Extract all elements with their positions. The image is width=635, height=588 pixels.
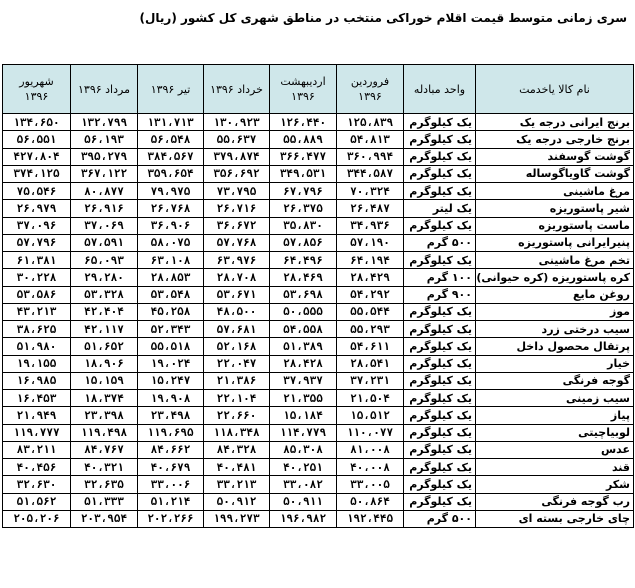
price-cell: ۸۴،۶۶۲ bbox=[138, 441, 204, 458]
price-cell: ۸۴،۳۲۸ bbox=[204, 441, 270, 458]
price-cell: ۱۵،۵۱۲ bbox=[337, 407, 404, 424]
unit-cell: یک کیلوگرم bbox=[404, 441, 476, 458]
price-cell: ۳۶،۹۰۶ bbox=[138, 217, 204, 234]
table-row bbox=[3, 234, 634, 251]
price-cell: ۲۱،۹۴۹ bbox=[3, 407, 71, 424]
price-cell: ۲۸،۴۶۹ bbox=[270, 269, 337, 286]
price-cell: ۱۱۹،۷۷۷ bbox=[3, 424, 71, 441]
price-cell: ۳۳،۰۸۲ bbox=[270, 476, 337, 493]
price-cell: ۲۰۲،۲۶۶ bbox=[138, 510, 204, 527]
price-cell: ۴۰،۲۵۱ bbox=[270, 459, 337, 476]
table-row bbox=[3, 424, 634, 441]
price-cell: ۵۵،۵۴۴ bbox=[337, 303, 404, 320]
price-cell: ۲۱،۵۰۴ bbox=[337, 390, 404, 407]
price-cell: ۵۷،۸۵۶ bbox=[270, 234, 337, 251]
price-cell: ۵۱،۲۱۴ bbox=[138, 493, 204, 510]
price-cell: ۱۹۹،۲۷۳ bbox=[204, 510, 270, 527]
price-cell: ۳۷،۹۳۷ bbox=[270, 372, 337, 389]
price-cell: ۳۵،۸۳۰ bbox=[270, 217, 337, 234]
unit-cell: یک لیتر bbox=[404, 200, 476, 217]
price-cell: ۱۱۸،۳۴۸ bbox=[204, 424, 270, 441]
item-name-cell: موز bbox=[476, 303, 634, 320]
price-cell: ۳۷۴،۱۲۵ bbox=[3, 165, 71, 182]
price-cell: ۵۴،۵۵۸ bbox=[270, 321, 337, 338]
price-cell: ۲۸،۴۲۸ bbox=[270, 355, 337, 372]
price-cell: ۳۹۵،۲۷۹ bbox=[71, 148, 138, 165]
table-row bbox=[3, 286, 634, 303]
price-cell: ۱۵،۱۵۹ bbox=[71, 372, 138, 389]
price-cell: ۴۲،۱۱۷ bbox=[71, 321, 138, 338]
price-cell: ۸۱،۰۰۸ bbox=[337, 441, 404, 458]
price-cell: ۵۵،۲۹۳ bbox=[337, 321, 404, 338]
price-cell: ۱۱۹،۴۹۸ bbox=[71, 424, 138, 441]
price-cell: ۳۳،۲۱۳ bbox=[204, 476, 270, 493]
price-cell: ۳۰،۲۲۸ bbox=[3, 269, 71, 286]
price-cell: ۵۵،۸۸۹ bbox=[270, 131, 337, 148]
unit-cell: یک کیلوگرم bbox=[404, 459, 476, 476]
price-cell: ۷۳،۷۹۵ bbox=[204, 183, 270, 200]
price-cell: ۱۹،۹۰۸ bbox=[138, 390, 204, 407]
price-cell: ۵۷،۵۹۱ bbox=[71, 234, 138, 251]
price-cell: ۱۹،۰۲۴ bbox=[138, 355, 204, 372]
price-cell: ۳۶۶،۴۷۷ bbox=[270, 148, 337, 165]
table-row bbox=[3, 338, 634, 355]
unit-cell: یک کیلوگرم bbox=[404, 114, 476, 131]
price-cell: ۳۷،۲۳۱ bbox=[337, 372, 404, 389]
price-cell: ۵۳،۶۷۱ bbox=[204, 286, 270, 303]
table-row bbox=[3, 114, 634, 131]
price-cell: ۵۲،۳۴۳ bbox=[138, 321, 204, 338]
price-cell: ۴۸،۵۰۰ bbox=[204, 303, 270, 320]
price-cell: ۳۷۹،۸۷۴ bbox=[204, 148, 270, 165]
price-cell: ۴۰،۴۵۶ bbox=[3, 459, 71, 476]
price-cell: ۸۰،۸۷۷ bbox=[71, 183, 138, 200]
price-cell: ۳۴۹،۵۳۱ bbox=[270, 165, 337, 182]
header-month: تیر ۱۳۹۶ bbox=[138, 65, 204, 114]
price-cell: ۳۲،۶۳۵ bbox=[71, 476, 138, 493]
price-cell: ۲۰۵،۲۰۶ bbox=[3, 510, 71, 527]
price-cell: ۳۶۰،۹۹۴ bbox=[337, 148, 404, 165]
price-cell: ۵۷،۱۹۰ bbox=[337, 234, 404, 251]
header-month: مرداد ۱۳۹۶ bbox=[71, 65, 138, 114]
table-row bbox=[3, 269, 634, 286]
item-name-cell: لوبیاچیتی bbox=[476, 424, 634, 441]
price-cell: ۳۶۷،۱۲۲ bbox=[71, 165, 138, 182]
table-row bbox=[3, 131, 634, 148]
item-name-cell: گوجه فرنگی bbox=[476, 372, 634, 389]
item-name-cell: کره پاستوریزه (کره حیوانی) bbox=[476, 269, 634, 286]
price-cell: ۲۲،۱۰۴ bbox=[204, 390, 270, 407]
price-cell: ۸۴،۷۶۷ bbox=[71, 441, 138, 458]
header-row bbox=[3, 65, 634, 114]
price-cell: ۷۹،۹۷۵ bbox=[138, 183, 204, 200]
price-cell: ۲۱،۳۸۶ bbox=[204, 372, 270, 389]
price-cell: ۵۵،۵۱۸ bbox=[138, 338, 204, 355]
price-cell: ۵۱،۵۶۲ bbox=[3, 493, 71, 510]
item-name-cell: روغن مایع bbox=[476, 286, 634, 303]
table-row bbox=[3, 390, 634, 407]
price-cell: ۴۰،۳۲۱ bbox=[71, 459, 138, 476]
price-cell: ۳۸،۶۲۵ bbox=[3, 321, 71, 338]
price-cell: ۵۰،۹۱۲ bbox=[204, 493, 270, 510]
price-cell: ۵۰،۹۱۱ bbox=[270, 493, 337, 510]
unit-cell: یک کیلوگرم bbox=[404, 493, 476, 510]
price-cell: ۶۳،۹۷۶ bbox=[204, 252, 270, 269]
item-name-cell: چای خارجی بسته ای bbox=[476, 510, 634, 527]
price-cell: ۳۴۴،۵۸۷ bbox=[337, 165, 404, 182]
price-cell: ۱۳۲،۷۹۹ bbox=[71, 114, 138, 131]
unit-cell: یک کیلوگرم bbox=[404, 476, 476, 493]
table-row bbox=[3, 493, 634, 510]
price-cell: ۴۰،۶۷۹ bbox=[138, 459, 204, 476]
price-cell: ۶۱،۳۸۱ bbox=[3, 252, 71, 269]
table-row bbox=[3, 510, 634, 527]
header-month: شهریور ۱۳۹۶ bbox=[3, 65, 71, 114]
price-cell: ۲۸،۴۲۹ bbox=[337, 269, 404, 286]
price-cell: ۲۹،۲۸۰ bbox=[71, 269, 138, 286]
price-cell: ۵۱،۳۸۹ bbox=[270, 338, 337, 355]
price-cell: ۲۸،۷۰۸ bbox=[204, 269, 270, 286]
table-row bbox=[3, 303, 634, 320]
price-cell: ۲۰۳،۹۵۴ bbox=[71, 510, 138, 527]
item-name-cell: برنج خارجی درجه یک bbox=[476, 131, 634, 148]
unit-cell: یک کیلوگرم bbox=[404, 148, 476, 165]
price-cell: ۱۹،۱۵۵ bbox=[3, 355, 71, 372]
item-name-cell: پیاز bbox=[476, 407, 634, 424]
price-cell: ۳۵۹،۶۵۴ bbox=[138, 165, 204, 182]
item-name-cell: پنیرایرانی پاستوریزه bbox=[476, 234, 634, 251]
item-name-cell: عدس bbox=[476, 441, 634, 458]
item-name-cell: مرغ ماشینی bbox=[476, 183, 634, 200]
header-month: خرداد ۱۳۹۶ bbox=[204, 65, 270, 114]
table-row bbox=[3, 252, 634, 269]
table-row bbox=[3, 355, 634, 372]
price-cell: ۴۳،۲۱۳ bbox=[3, 303, 71, 320]
price-cell: ۴۵،۲۵۸ bbox=[138, 303, 204, 320]
unit-cell: یک کیلوگرم bbox=[404, 131, 476, 148]
table-row bbox=[3, 441, 634, 458]
table-row bbox=[3, 372, 634, 389]
unit-cell: ۱۰۰ گرم bbox=[404, 269, 476, 286]
unit-cell: یک کیلوگرم bbox=[404, 424, 476, 441]
price-cell: ۵۷،۶۸۱ bbox=[204, 321, 270, 338]
price-cell: ۱۹۶،۹۸۲ bbox=[270, 510, 337, 527]
table-row bbox=[3, 476, 634, 493]
price-cell: ۱۳۰،۹۲۳ bbox=[204, 114, 270, 131]
item-name-cell: گوشت گاوياگوساله bbox=[476, 165, 634, 182]
price-cell: ۳۷،۰۹۶ bbox=[3, 217, 71, 234]
price-table bbox=[2, 64, 634, 528]
unit-cell: یک کیلوگرم bbox=[404, 217, 476, 234]
price-cell: ۵۳،۵۸۶ bbox=[3, 286, 71, 303]
item-name-cell: شیر پاستوریزه bbox=[476, 200, 634, 217]
price-cell: ۵۱،۶۵۲ bbox=[71, 338, 138, 355]
price-cell: ۲۶،۹۷۹ bbox=[3, 200, 71, 217]
table-row bbox=[3, 200, 634, 217]
price-cell: ۳۲،۶۳۰ bbox=[3, 476, 71, 493]
price-cell: ۱۱۴،۷۷۹ bbox=[270, 424, 337, 441]
item-name-cell: سیب درختی زرد bbox=[476, 321, 634, 338]
table-row bbox=[3, 407, 634, 424]
price-cell: ۲۱،۳۵۵ bbox=[270, 390, 337, 407]
item-name-cell: رب گوجه فرنگی bbox=[476, 493, 634, 510]
item-name-cell: ماست پاستوریزه bbox=[476, 217, 634, 234]
price-cell: ۲۲،۶۶۰ bbox=[204, 407, 270, 424]
price-cell: ۲۶،۹۱۶ bbox=[71, 200, 138, 217]
price-cell: ۲۶،۷۶۸ bbox=[138, 200, 204, 217]
item-name-cell: قند bbox=[476, 459, 634, 476]
price-cell: ۱۳۱،۷۱۳ bbox=[138, 114, 204, 131]
price-cell: ۳۴،۹۳۶ bbox=[337, 217, 404, 234]
unit-cell: یک کیلوگرم bbox=[404, 321, 476, 338]
price-cell: ۸۳،۲۱۱ bbox=[3, 441, 71, 458]
table-row bbox=[3, 217, 634, 234]
price-cell: ۴۰،۴۸۱ bbox=[204, 459, 270, 476]
price-cell: ۵۶،۵۴۸ bbox=[138, 131, 204, 148]
price-cell: ۵۳،۵۴۸ bbox=[138, 286, 204, 303]
item-name-cell: خیار bbox=[476, 355, 634, 372]
price-cell: ۲۳،۴۹۸ bbox=[138, 407, 204, 424]
price-cell: ۵۵،۶۳۷ bbox=[204, 131, 270, 148]
header-item: نام کالا یاخدمت bbox=[476, 65, 634, 114]
unit-cell: ۹۰۰ گرم bbox=[404, 286, 476, 303]
price-cell: ۳۳،۰۰۶ bbox=[138, 476, 204, 493]
price-cell: ۷۰،۳۲۴ bbox=[337, 183, 404, 200]
table-row bbox=[3, 459, 634, 476]
unit-cell: ۵۰۰ گرم bbox=[404, 510, 476, 527]
unit-cell: یک کیلوگرم bbox=[404, 252, 476, 269]
item-name-cell: برنج ایرانی درجه یک bbox=[476, 114, 634, 131]
price-cell: ۲۶،۴۸۷ bbox=[337, 200, 404, 217]
price-cell: ۶۴،۱۹۴ bbox=[337, 252, 404, 269]
price-cell: ۵۳،۶۹۸ bbox=[270, 286, 337, 303]
unit-cell: ۵۰۰ گرم bbox=[404, 234, 476, 251]
price-cell: ۳۸۴،۵۶۷ bbox=[138, 148, 204, 165]
item-name-cell: پرتقال محصول داخل bbox=[476, 338, 634, 355]
table-row bbox=[3, 165, 634, 182]
unit-cell: یک کیلوگرم bbox=[404, 407, 476, 424]
price-cell: ۵۱،۳۳۳ bbox=[71, 493, 138, 510]
price-cell: ۵۸،۰۷۵ bbox=[138, 234, 204, 251]
unit-cell: یک کیلوگرم bbox=[404, 165, 476, 182]
unit-cell: یک کیلوگرم bbox=[404, 338, 476, 355]
price-cell: ۲۳،۳۹۸ bbox=[71, 407, 138, 424]
price-cell: ۵۶،۵۵۱ bbox=[3, 131, 71, 148]
price-cell: ۱۲۶،۴۴۰ bbox=[270, 114, 337, 131]
price-cell: ۵۴،۲۹۲ bbox=[337, 286, 404, 303]
item-name-cell: گوشت گوسفند bbox=[476, 148, 634, 165]
price-cell: ۳۶،۶۷۲ bbox=[204, 217, 270, 234]
price-cell: ۳۳،۰۰۵ bbox=[337, 476, 404, 493]
price-cell: ۱۱۰،۰۷۷ bbox=[337, 424, 404, 441]
price-cell: ۵۴،۶۱۱ bbox=[337, 338, 404, 355]
price-cell: ۶۳،۱۰۸ bbox=[138, 252, 204, 269]
page-title: سری زمانی متوسط قیمت اقلام خوراکی منتخب در مناطق شهری کل کشور (ریال) bbox=[139, 11, 627, 25]
price-cell: ۱۸،۹۰۶ bbox=[71, 355, 138, 372]
unit-cell: یک کیلوگرم bbox=[404, 183, 476, 200]
unit-cell: یک کیلوگرم bbox=[404, 372, 476, 389]
price-cell: ۱۹۲،۴۴۵ bbox=[337, 510, 404, 527]
price-cell: ۱۱۹،۶۹۵ bbox=[138, 424, 204, 441]
price-cell: ۸۵،۳۰۸ bbox=[270, 441, 337, 458]
table-row bbox=[3, 148, 634, 165]
price-cell: ۳۵۶،۶۹۲ bbox=[204, 165, 270, 182]
header-month: اردیبهشت ۱۳۹۶ bbox=[270, 65, 337, 114]
price-cell: ۵۲،۱۶۸ bbox=[204, 338, 270, 355]
price-cell: ۱۵،۲۴۷ bbox=[138, 372, 204, 389]
unit-cell: یک کیلوگرم bbox=[404, 390, 476, 407]
price-cell: ۶۷،۷۹۶ bbox=[270, 183, 337, 200]
price-cell: ۲۸،۵۴۱ bbox=[337, 355, 404, 372]
price-cell: ۵۰،۸۶۴ bbox=[337, 493, 404, 510]
table-row bbox=[3, 321, 634, 338]
unit-cell: یک کیلوگرم bbox=[404, 303, 476, 320]
price-cell: ۱۶،۴۵۳ bbox=[3, 390, 71, 407]
header-month: فروردین ۱۳۹۶ bbox=[337, 65, 404, 114]
item-name-cell: شکر bbox=[476, 476, 634, 493]
price-cell: ۴۲،۴۰۴ bbox=[71, 303, 138, 320]
price-cell: ۴۲۷،۸۰۴ bbox=[3, 148, 71, 165]
price-cell: ۴۰،۰۰۸ bbox=[337, 459, 404, 476]
item-name-cell: تخم مرغ ماشینی bbox=[476, 252, 634, 269]
price-cell: ۵۷،۷۶۸ bbox=[204, 234, 270, 251]
price-cell: ۵۷،۷۹۶ bbox=[3, 234, 71, 251]
price-cell: ۱۵،۱۸۴ bbox=[270, 407, 337, 424]
table-body bbox=[3, 114, 634, 528]
price-cell: ۲۶،۳۷۵ bbox=[270, 200, 337, 217]
price-cell: ۶۴،۴۹۶ bbox=[270, 252, 337, 269]
price-cell: ۵۳،۳۲۸ bbox=[71, 286, 138, 303]
price-cell: ۳۷،۰۶۹ bbox=[71, 217, 138, 234]
price-cell: ۷۵،۵۴۶ bbox=[3, 183, 71, 200]
price-cell: ۵۱،۹۸۰ bbox=[3, 338, 71, 355]
price-cell: ۵۰،۵۵۵ bbox=[270, 303, 337, 320]
price-cell: ۱۳۴،۶۵۰ bbox=[3, 114, 71, 131]
price-cell: ۲۸،۸۵۳ bbox=[138, 269, 204, 286]
price-cell: ۵۶،۱۹۳ bbox=[71, 131, 138, 148]
price-cell: ۵۴،۸۱۳ bbox=[337, 131, 404, 148]
price-cell: ۱۶،۹۸۵ bbox=[3, 372, 71, 389]
price-cell: ۱۲۵،۸۳۹ bbox=[337, 114, 404, 131]
price-cell: ۶۵،۰۹۳ bbox=[71, 252, 138, 269]
header-unit: واحد مبادله bbox=[404, 65, 476, 114]
table-row bbox=[3, 183, 634, 200]
price-cell: ۲۶،۷۱۶ bbox=[204, 200, 270, 217]
price-cell: ۱۸،۳۷۴ bbox=[71, 390, 138, 407]
price-cell: ۲۲،۰۴۷ bbox=[204, 355, 270, 372]
unit-cell: یک کیلوگرم bbox=[404, 355, 476, 372]
item-name-cell: سیب زمینی bbox=[476, 390, 634, 407]
